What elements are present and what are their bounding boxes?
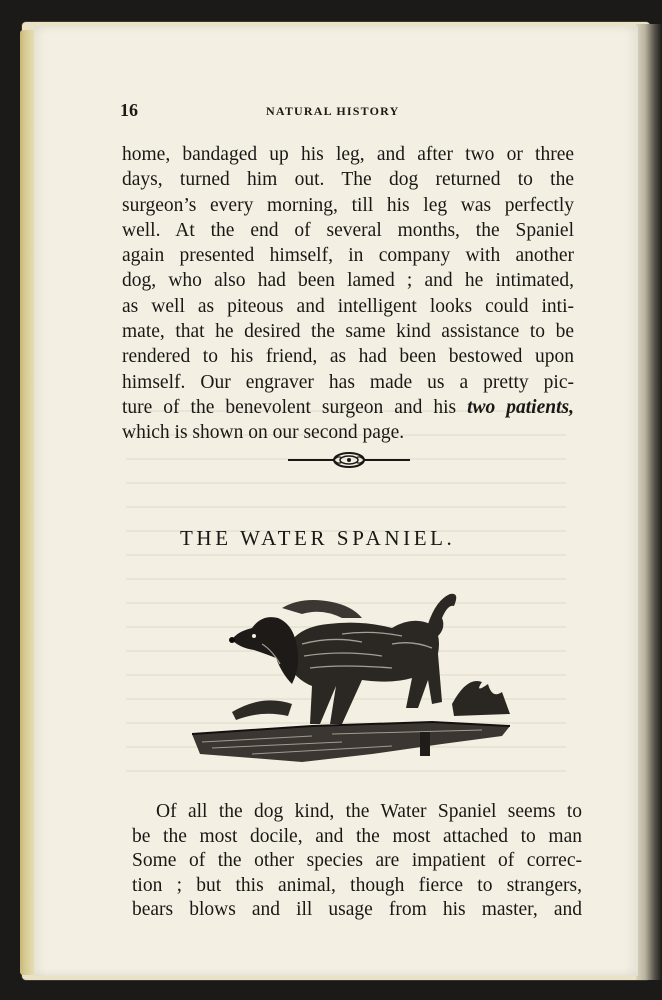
text-line: surgeon’s every morning, till his leg was perfectly [122,194,574,216]
section-paragraph [132,800,582,923]
ornament-divider-icon [286,450,412,470]
page-header [120,100,560,124]
text-line: home, bandaged up his leg, and after two or three [122,144,574,165]
running-head: NATURAL HISTORY [266,104,400,118]
text-line: himself. Our engraver has made us a pretty pic- [122,371,574,393]
text-line: be the most docile, and the most attached to man [132,825,582,847]
text-line: as well as piteous and intelligent looks could inti- [122,295,574,317]
text-line: Some of the other species are impatient of correc- [132,850,582,871]
text-line-with-italic [122,395,574,420]
text-line: tion ; but this animal, though fierce to strangers, [132,874,582,896]
body-paragraph [122,142,574,446]
text-line: which is shown on our second page. [122,422,405,444]
text-line: rendered to his friend, as had been bestowed upon [122,346,574,368]
text-line: again presented himself, in company with another [122,245,574,267]
text-line: Of all the dog kind, the Water Spaniel seems to [156,801,582,822]
book-right-edge [636,24,662,980]
text-line: well. At the end of several months, the Spaniel [122,219,574,241]
text-line: dog, who also had been lamed ; and he intimated, [122,270,574,292]
text-line: days, turned him out. The dog returned to the [122,169,574,191]
water-spaniel-woodcut-icon [192,584,522,780]
text-line: mate, that he desired the same kind assistance to be [122,321,574,343]
section-title: THE WATER SPANIEL. [180,526,456,550]
page-gilt-edge [20,30,34,975]
text-line: bears blows and ill usage from his master, and [132,899,582,920]
text-fragment: ture of the benevolent surgeon and his [122,396,457,418]
page-number: 16 [120,100,138,120]
italic-phrase: two patients, [467,396,574,418]
